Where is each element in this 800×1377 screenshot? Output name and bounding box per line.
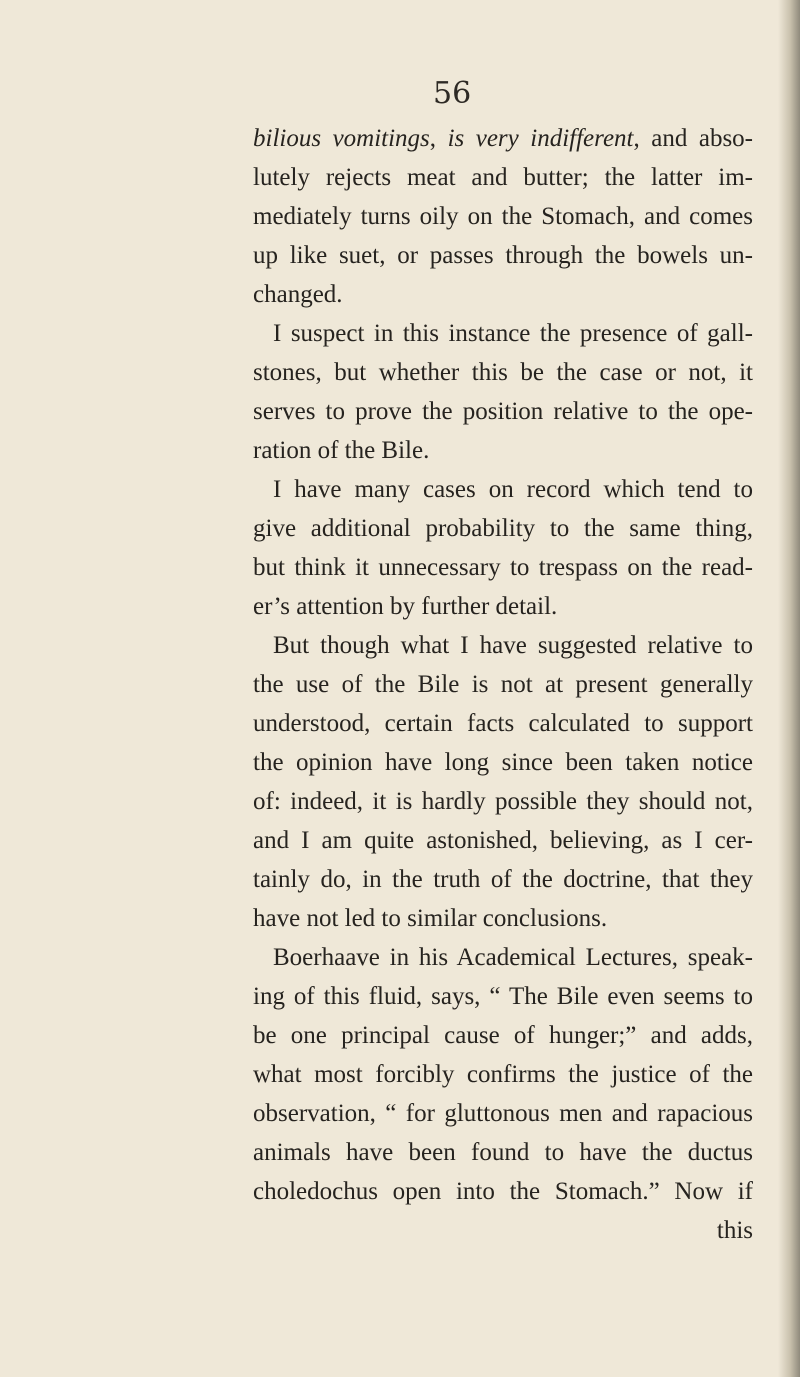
text-line [253, 314, 753, 353]
text-run: understood, certain facts calculated to support [253, 710, 753, 737]
text-run: changed. [253, 281, 343, 308]
text-run: choledochus open into the Stomach.” Now if [253, 1178, 753, 1205]
text-line [253, 626, 753, 665]
text-line [253, 860, 753, 899]
text-line [253, 938, 753, 977]
page-edge-shadow [778, 0, 800, 1377]
text-run: of: indeed, it is hardly possible they should not, [253, 788, 753, 815]
text-run: give additional probability to the same thing, [253, 515, 753, 542]
text-line [253, 587, 753, 626]
text-line [253, 197, 753, 236]
text-line [253, 353, 753, 392]
text-line [253, 1094, 753, 1133]
text-line [253, 470, 753, 509]
text-line [253, 275, 753, 314]
text-run: the use of the Bile is not at present generally [253, 671, 753, 698]
text-line [253, 1055, 753, 1094]
text-run: but think it unnecessary to trespass on the read- [253, 554, 753, 581]
text-run: mediately turns oily on the Stomach, and comes [253, 203, 753, 230]
text-run: ing of this fluid, says, “ The Bile even seems to [253, 983, 753, 1010]
text-line [253, 665, 753, 704]
text-run: , [429, 125, 448, 152]
text-run: what most forcibly confirms the justice of the [253, 1061, 753, 1088]
text-line [253, 1172, 753, 1211]
text-run: serves to prove the position relative to the ope- [253, 398, 753, 425]
text-line [253, 821, 753, 860]
text-line [253, 1016, 753, 1055]
text-line [253, 431, 753, 470]
text-run: er’s attention by further detail. [253, 593, 558, 620]
text-line [253, 158, 753, 197]
text-run: stones, but whether this be the case or not, it [253, 359, 753, 386]
text-line [253, 704, 753, 743]
text-run: is very indifferent [447, 125, 634, 152]
text-run: bilious vomitings [253, 125, 430, 152]
text-line [253, 1211, 753, 1250]
text-line [253, 1133, 753, 1172]
text-line [253, 119, 753, 158]
text-line [253, 899, 753, 938]
body-text [253, 119, 753, 1250]
text-line [253, 977, 753, 1016]
text-run: Boerhaave in his Academical Lectures, speak- [273, 944, 753, 971]
text-run: observation, “ for gluttonous men and rapacious [253, 1100, 753, 1127]
text-line [253, 782, 753, 821]
text-run: be one principal cause of hunger;” and adds, [253, 1022, 753, 1049]
text-run: and I am quite astonished, believing, as I cer- [253, 827, 753, 854]
text-run: I have many cases on record which tend to [273, 476, 753, 503]
text-run: this [716, 1217, 753, 1244]
text-line [253, 743, 753, 782]
text-run: I suspect in this instance the presence of gall- [273, 320, 753, 347]
text-run: have not led to similar conclusions. [253, 905, 608, 932]
text-line [253, 392, 753, 431]
text-run: , and abso- [633, 125, 754, 152]
text-line [253, 236, 753, 275]
text-run: animals have been found to have the ductus [253, 1139, 753, 1166]
text-line [253, 548, 753, 587]
text-run: lutely rejects meat and butter; the latter im- [253, 164, 753, 191]
page-number: 56 [433, 76, 472, 111]
text-run: ration of the Bile. [253, 437, 430, 464]
text-line [253, 509, 753, 548]
text-run: the opinion have long since been taken notice [253, 749, 753, 776]
text-run: But though what I have suggested relative to [273, 632, 753, 659]
text-run: tainly do, in the truth of the doctrine, that they [253, 866, 753, 893]
text-run: up like suet, or passes through the bowels un- [253, 242, 753, 269]
